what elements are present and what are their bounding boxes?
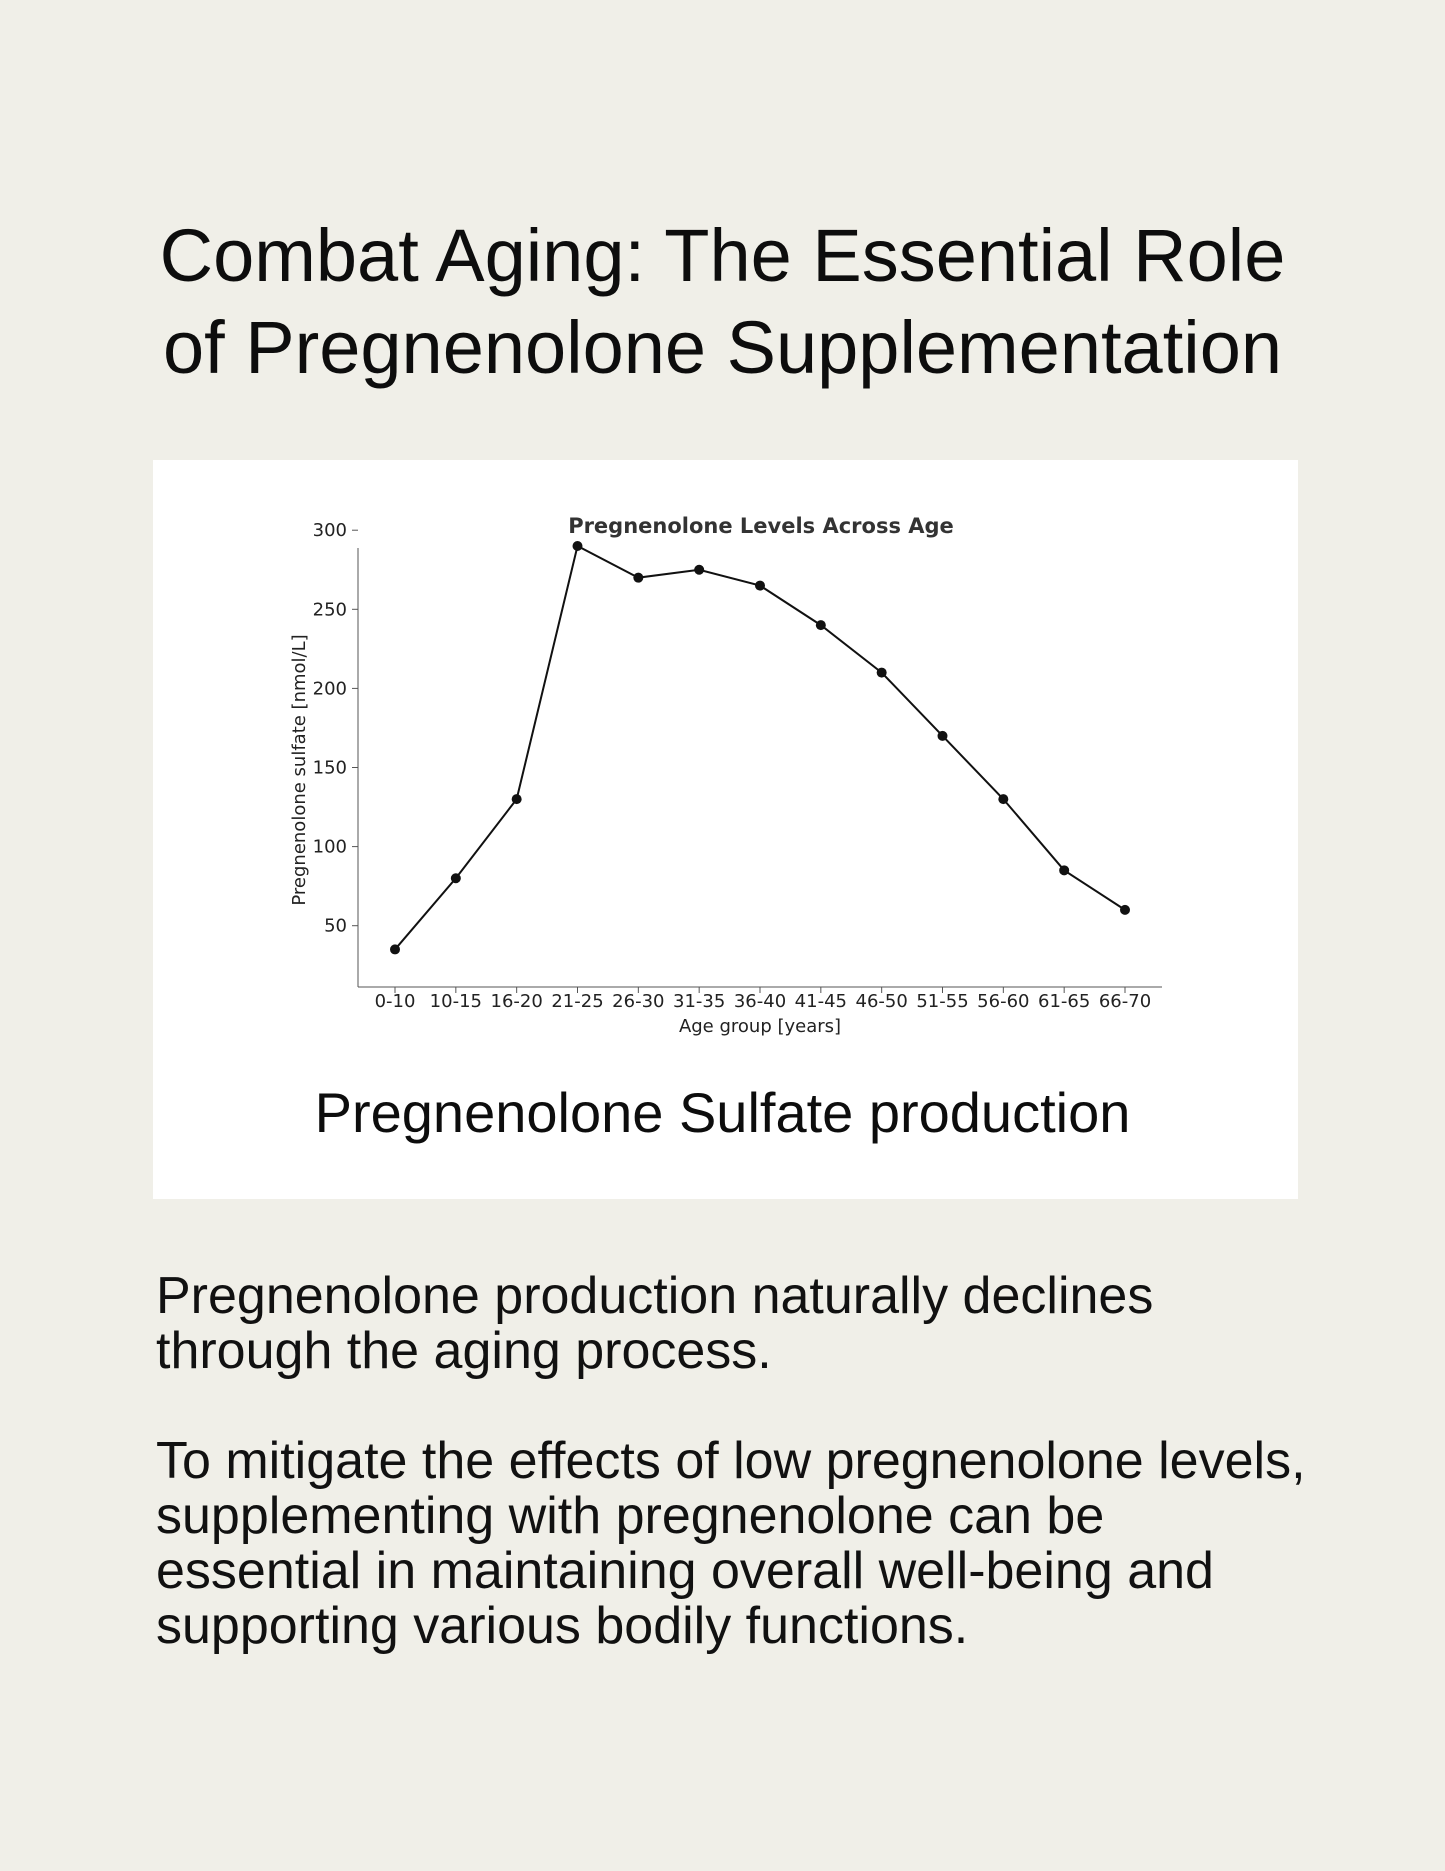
x-tick-label: 36-40 bbox=[733, 991, 787, 1012]
data-point bbox=[451, 873, 461, 883]
data-point bbox=[877, 668, 887, 678]
data-point bbox=[998, 794, 1008, 804]
data-point bbox=[755, 581, 765, 591]
x-tick-label: 0-10 bbox=[374, 991, 416, 1012]
y-tick-label: 150 bbox=[312, 757, 347, 779]
y-tick-label: 50 bbox=[324, 915, 347, 937]
x-axis-label: Age group [years] bbox=[678, 1016, 842, 1037]
y-axis-label: Pregnenolone sulfate [nmol/L] bbox=[289, 634, 310, 906]
paragraph-supplement: To mitigate the effects of low pregnenolone levels, supplementing with pregnenolone can be essential in maintaining overall well-being and supporting various bodily functions. bbox=[156, 1432, 1306, 1655]
data-point bbox=[573, 541, 583, 551]
x-tick-label: 16-20 bbox=[490, 991, 543, 1012]
chart-title: Pregnenolone Levels Across Age bbox=[568, 514, 954, 538]
page-title-line-2: of Pregnenolone Supplementation bbox=[162, 306, 1283, 389]
data-point bbox=[512, 794, 522, 804]
data-point bbox=[938, 731, 948, 741]
figure-caption: Pregnenolone Sulfate production bbox=[314, 1081, 1131, 1144]
y-tick-label: 300 bbox=[312, 520, 347, 542]
x-ticks bbox=[375, 987, 1152, 1012]
paragraph-decline: Pregnenolone production naturally declines through the aging process. bbox=[156, 1267, 1154, 1380]
x-tick-label: 51-55 bbox=[916, 991, 969, 1012]
data-point bbox=[633, 573, 643, 583]
x-tick-label: 61-65 bbox=[1038, 991, 1091, 1012]
page-title-line-1: Combat Aging: The Essential Role bbox=[159, 214, 1286, 297]
x-tick-label: 31-35 bbox=[673, 991, 726, 1012]
x-tick-label: 41-45 bbox=[794, 991, 847, 1012]
x-tick-label: 26-30 bbox=[612, 991, 665, 1012]
plot-series bbox=[390, 541, 1130, 954]
y-tick-label: 250 bbox=[312, 599, 347, 621]
x-tick-label: 46-50 bbox=[855, 991, 908, 1012]
page-title bbox=[0, 210, 1445, 394]
y-tick-label: 200 bbox=[312, 678, 347, 700]
x-tick-label: 66-70 bbox=[1098, 991, 1152, 1012]
y-ticks bbox=[313, 520, 358, 937]
x-tick-label: 10-15 bbox=[429, 991, 482, 1012]
x-tick-label: 56-60 bbox=[977, 991, 1030, 1012]
data-point bbox=[1120, 905, 1130, 915]
data-point bbox=[694, 565, 704, 575]
data-point bbox=[816, 620, 826, 630]
line-chart bbox=[153, 460, 1298, 1080]
data-point bbox=[1059, 865, 1069, 875]
series-line bbox=[395, 546, 1125, 949]
y-tick-label: 100 bbox=[312, 836, 347, 858]
x-tick-label: 21-25 bbox=[551, 991, 604, 1012]
data-point bbox=[390, 944, 400, 954]
